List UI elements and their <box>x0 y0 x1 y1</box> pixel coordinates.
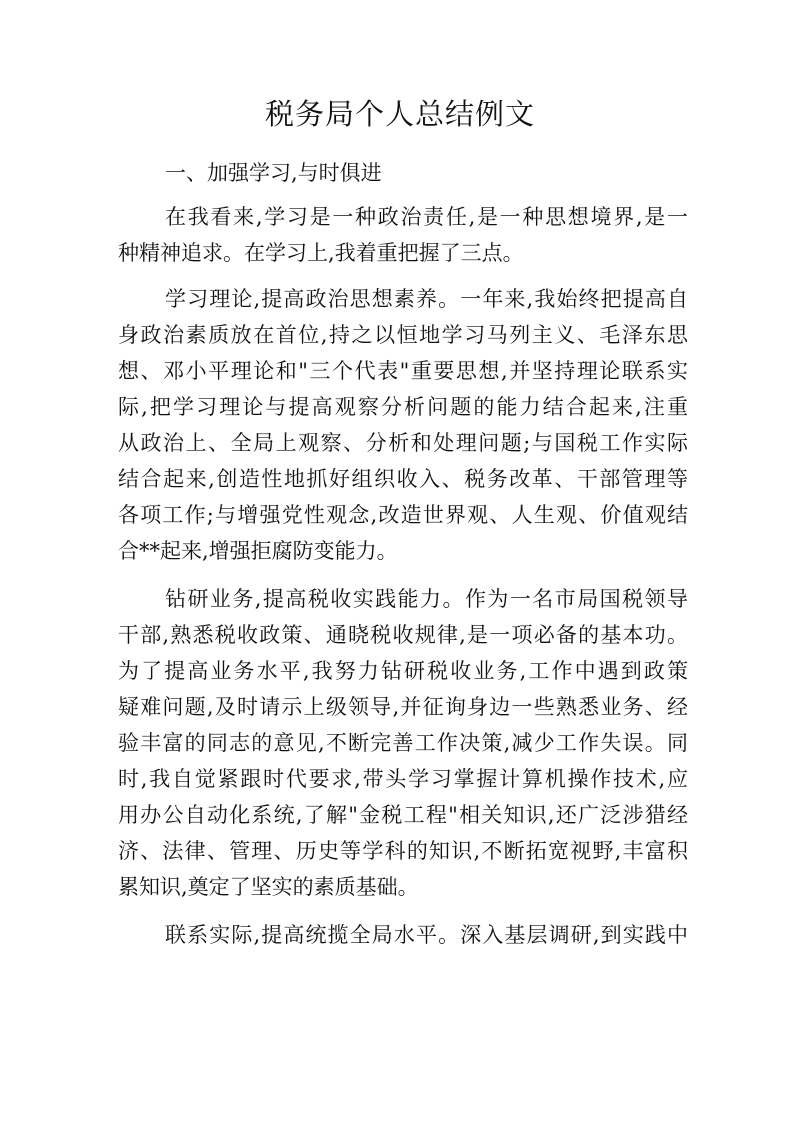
paragraph-line: 时,我自觉紧跟时代要求,带头学习掌握计算机操作技术,应 <box>118 767 688 791</box>
paragraph-line: 想、邓小平理论和"三个代表"重要思想,并坚持理论联系实 <box>118 359 688 383</box>
paragraph-line: 联系实际,提高统揽全局水平。深入基层调研,到实践中 <box>165 923 688 947</box>
paragraph-line: 疑难问题,及时请示上级领导,并征询身边一些熟悉业务、经 <box>118 695 688 719</box>
paragraph-line: 干部,熟悉税收政策、通晓税收规律,是一项必备的基本功。 <box>118 623 688 647</box>
paragraph-line: 济、法律、管理、历史等学科的知识,不断拓宽视野,丰富积 <box>118 839 688 863</box>
paragraph-line: 在我看来,学习是一种政治责任,是一种思想境界,是一 <box>165 205 688 229</box>
paragraph-line: 用办公自动化系统,了解"金税工程"相关知识,还广泛涉猎经 <box>118 803 688 827</box>
paragraph-line: 际,把学习理论与提高观察分析问题的能力结合起来,注重 <box>118 395 688 419</box>
document-title: 税务局个人总结例文 <box>264 97 535 131</box>
paragraph-line: 种精神追求。在学习上,我着重把握了三点。 <box>118 241 524 265</box>
paragraph-line: 为了提高业务水平,我努力钻研税收业务,工作中遇到政策 <box>118 659 688 683</box>
paragraph-line: 结合起来,创造性地抓好组织收入、税务改革、干部管理等 <box>118 467 688 491</box>
paragraph-line: 从政治上、全局上观察、分析和处理问题;与国税工作实际 <box>118 431 688 455</box>
paragraph-line: 学习理论,提高政治思想素养。一年来,我始终把提高自 <box>165 287 688 311</box>
paragraph-line: 验丰富的同志的意见,不断完善工作决策,减少工作失误。同 <box>118 731 688 755</box>
paragraph-line: 累知识,奠定了坚实的素质基础。 <box>118 875 419 899</box>
paragraph-line: 各项工作;与增强党性观念,改造世界观、人生观、价值观结 <box>118 503 688 527</box>
section-heading: 一、加强学习,与时俱进 <box>165 161 382 185</box>
paragraph-line: 合**起来,增强拒腐防变能力。 <box>118 539 398 563</box>
paragraph-line: 钻研业务,提高税收实践能力。作为一名市局国税领导 <box>165 587 688 611</box>
paragraph-line: 身政治素质放在首位,持之以恒地学习马列主义、毛泽东思 <box>118 323 688 347</box>
